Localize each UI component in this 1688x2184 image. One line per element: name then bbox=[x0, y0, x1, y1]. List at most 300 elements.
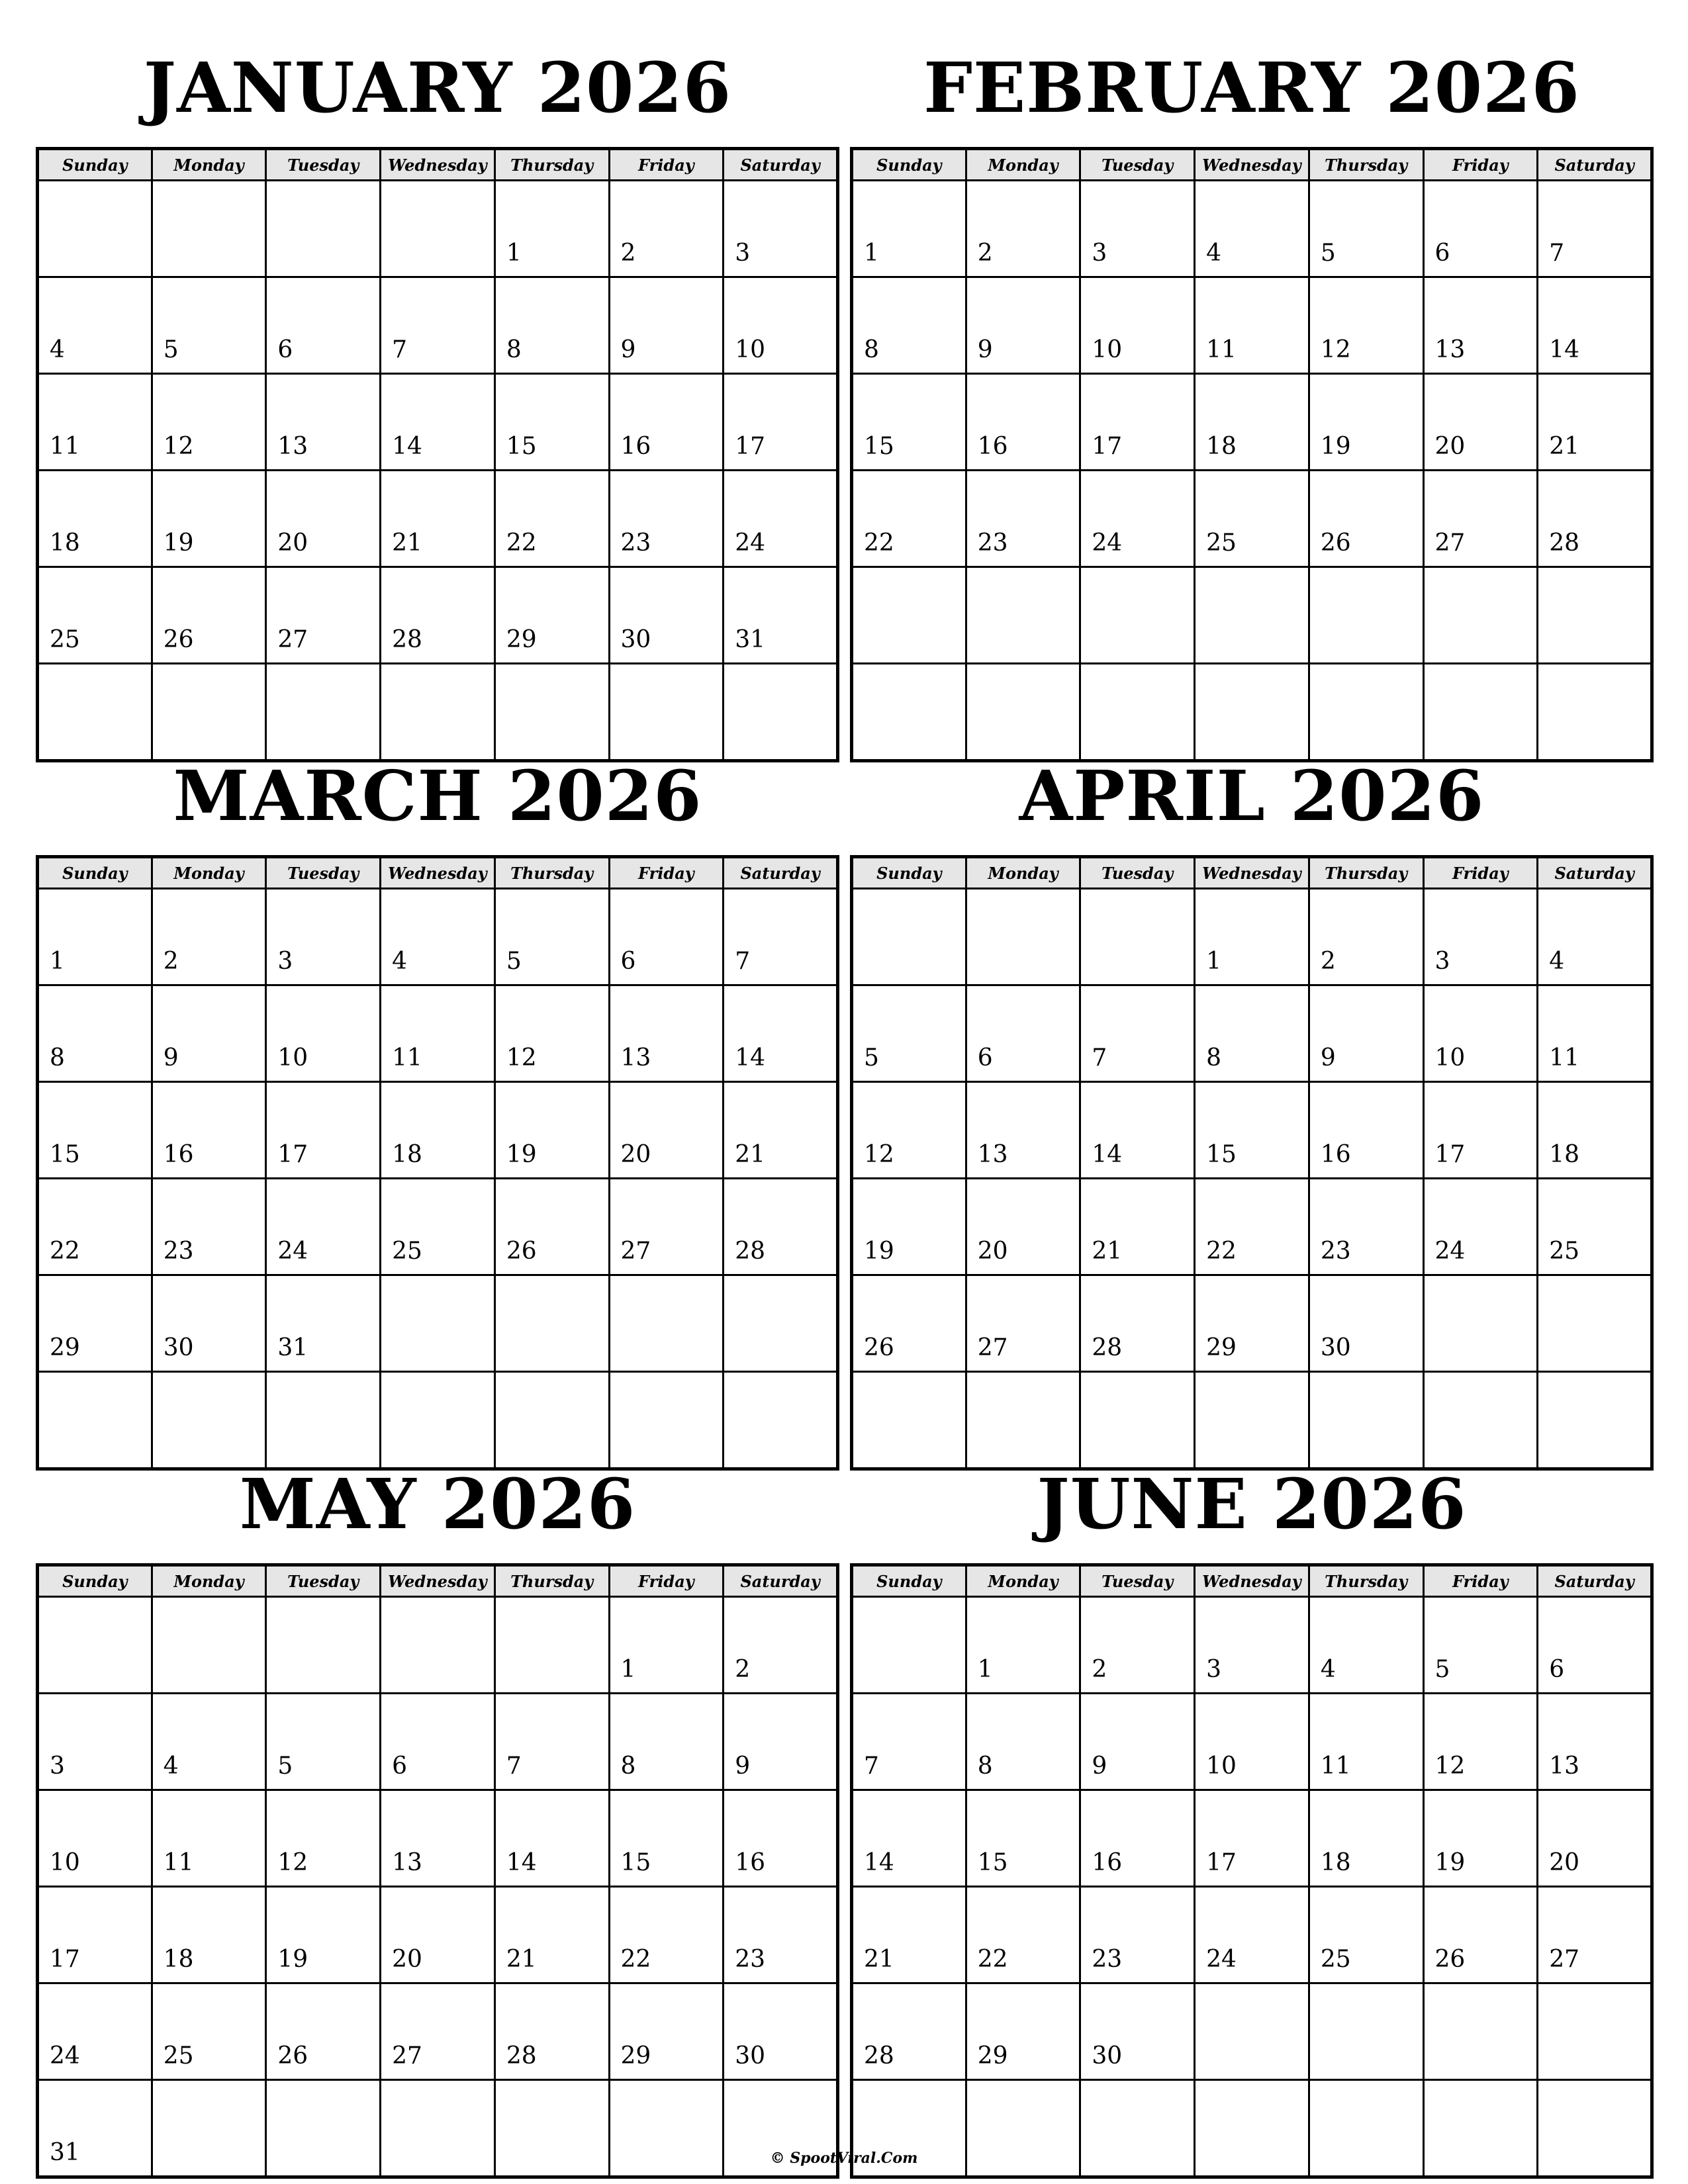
day-cell bbox=[381, 1275, 495, 1372]
day-cell bbox=[494, 374, 609, 471]
day-number: 17 bbox=[1206, 1849, 1237, 1876]
day-number: 18 bbox=[163, 1946, 194, 1973]
weekday-header-wednesday: Wednesday bbox=[381, 1565, 495, 1597]
day-cell bbox=[966, 1983, 1080, 2080]
day-cell bbox=[494, 277, 609, 374]
day-cell bbox=[1195, 985, 1309, 1082]
day-number: 8 bbox=[1206, 1044, 1222, 1071]
day-number: 25 bbox=[50, 626, 80, 653]
day-cell bbox=[1195, 567, 1309, 664]
day-number: 19 bbox=[864, 1238, 894, 1265]
day-number: 13 bbox=[1549, 1752, 1580, 1780]
week-row bbox=[38, 567, 838, 664]
day-cell bbox=[152, 1179, 266, 1275]
day-cell bbox=[266, 181, 381, 277]
weekday-header-sunday: Sunday bbox=[852, 149, 966, 181]
day-number: 27 bbox=[977, 1334, 1008, 1361]
weekday-header-row bbox=[852, 149, 1652, 181]
day-cell bbox=[852, 1790, 966, 1887]
day-cell bbox=[1309, 1275, 1423, 1372]
weekday-header-monday: Monday bbox=[966, 1565, 1080, 1597]
week-row bbox=[38, 1694, 838, 1790]
day-number: 2 bbox=[977, 240, 993, 267]
weekday-header-friday: Friday bbox=[609, 857, 724, 889]
day-cell bbox=[266, 1597, 381, 1694]
week-row bbox=[38, 1082, 838, 1179]
day-number: 22 bbox=[620, 1946, 651, 1973]
weekday-header-row bbox=[38, 857, 838, 889]
day-cell bbox=[852, 985, 966, 1082]
day-number: 10 bbox=[735, 336, 766, 363]
day-cell bbox=[852, 1887, 966, 1983]
day-cell bbox=[1538, 1887, 1652, 1983]
day-number: 24 bbox=[277, 1238, 308, 1265]
month-title: JUNE 2026 bbox=[1037, 1463, 1467, 1545]
day-cell bbox=[1538, 1275, 1652, 1372]
day-number: 15 bbox=[864, 433, 894, 460]
day-number: 11 bbox=[50, 433, 80, 460]
day-number: 12 bbox=[1434, 1752, 1466, 1780]
day-cell bbox=[724, 567, 838, 664]
day-number: 11 bbox=[163, 1849, 194, 1876]
day-cell bbox=[494, 1179, 609, 1275]
day-number: 28 bbox=[1549, 529, 1580, 557]
day-number: 16 bbox=[163, 1141, 194, 1168]
day-cell bbox=[852, 1275, 966, 1372]
day-cell bbox=[966, 889, 1080, 985]
weekday-header-sunday: Sunday bbox=[852, 1565, 966, 1597]
day-number: 14 bbox=[864, 1849, 894, 1876]
day-cell bbox=[1080, 1790, 1195, 1887]
day-cell bbox=[381, 374, 495, 471]
weekday-header-thursday: Thursday bbox=[494, 1565, 609, 1597]
day-cell bbox=[1423, 1790, 1538, 1887]
day-cell bbox=[1423, 567, 1538, 664]
day-cell bbox=[1080, 1179, 1195, 1275]
day-number: 14 bbox=[392, 433, 422, 460]
day-cell bbox=[494, 985, 609, 1082]
day-cell bbox=[966, 374, 1080, 471]
day-cell bbox=[966, 1694, 1080, 1790]
day-number: 14 bbox=[1549, 336, 1580, 363]
day-cell bbox=[1080, 471, 1195, 567]
week-row bbox=[852, 181, 1652, 277]
day-number: 8 bbox=[506, 336, 522, 363]
day-number: 9 bbox=[977, 336, 993, 363]
day-cell bbox=[266, 374, 381, 471]
day-cell bbox=[381, 985, 495, 1082]
day-cell bbox=[38, 1275, 152, 1372]
day-number: 21 bbox=[1549, 433, 1580, 460]
day-number: 28 bbox=[506, 2042, 537, 2070]
day-number: 20 bbox=[620, 1141, 651, 1168]
day-number: 28 bbox=[392, 626, 422, 653]
day-cell bbox=[152, 277, 266, 374]
day-cell bbox=[1538, 1179, 1652, 1275]
week-row bbox=[852, 1983, 1652, 2080]
day-cell bbox=[1080, 1082, 1195, 1179]
day-cell bbox=[266, 1275, 381, 1372]
day-cell bbox=[1538, 889, 1652, 985]
day-number: 31 bbox=[277, 1334, 308, 1361]
day-number: 12 bbox=[163, 433, 194, 460]
week-row bbox=[38, 1887, 838, 1983]
day-number: 17 bbox=[1434, 1141, 1466, 1168]
day-number: 5 bbox=[506, 948, 522, 975]
day-number: 21 bbox=[1092, 1238, 1123, 1265]
day-number: 5 bbox=[277, 1752, 293, 1780]
day-cell bbox=[609, 181, 724, 277]
day-cell bbox=[609, 1082, 724, 1179]
day-number: 22 bbox=[864, 529, 894, 557]
day-number: 31 bbox=[735, 626, 766, 653]
day-cell bbox=[609, 374, 724, 471]
day-cell bbox=[381, 889, 495, 985]
weekday-header-thursday: Thursday bbox=[494, 149, 609, 181]
month-grid bbox=[36, 147, 839, 762]
day-number: 25 bbox=[163, 2042, 194, 2070]
weekday-header-thursday: Thursday bbox=[1309, 149, 1423, 181]
day-number: 23 bbox=[1320, 1238, 1351, 1265]
month-title: MAY 2026 bbox=[239, 1463, 636, 1545]
day-number: 11 bbox=[1206, 336, 1237, 363]
day-number: 16 bbox=[1092, 1849, 1123, 1876]
day-number: 19 bbox=[1320, 433, 1351, 460]
day-number: 4 bbox=[163, 1752, 179, 1780]
day-number: 28 bbox=[735, 1238, 766, 1265]
day-number: 4 bbox=[1320, 1656, 1336, 1683]
day-number: 3 bbox=[277, 948, 293, 975]
day-number: 26 bbox=[506, 1238, 537, 1265]
day-number: 24 bbox=[1092, 529, 1123, 557]
day-number: 26 bbox=[277, 2042, 308, 2070]
day-cell bbox=[1423, 1082, 1538, 1179]
day-number: 21 bbox=[735, 1141, 766, 1168]
weekday-header-monday: Monday bbox=[152, 149, 266, 181]
day-cell bbox=[966, 1275, 1080, 1372]
day-cell bbox=[494, 889, 609, 985]
day-number: 26 bbox=[864, 1334, 894, 1361]
day-number: 10 bbox=[277, 1044, 308, 1071]
day-number: 8 bbox=[620, 1752, 636, 1780]
day-cell bbox=[966, 1790, 1080, 1887]
day-number: 20 bbox=[1549, 1849, 1580, 1876]
day-number: 1 bbox=[620, 1656, 636, 1683]
day-number: 17 bbox=[1092, 433, 1123, 460]
day-cell bbox=[966, 985, 1080, 1082]
day-cell bbox=[966, 1082, 1080, 1179]
month-grid bbox=[850, 147, 1654, 762]
day-cell bbox=[724, 277, 838, 374]
week-row bbox=[852, 1082, 1652, 1179]
week-row bbox=[38, 1275, 838, 1372]
day-number: 24 bbox=[50, 2042, 80, 2070]
day-number: 6 bbox=[392, 1752, 408, 1780]
day-cell bbox=[609, 1275, 724, 1372]
day-cell bbox=[1538, 1082, 1652, 1179]
day-number: 8 bbox=[864, 336, 879, 363]
day-number: 25 bbox=[392, 1238, 422, 1265]
day-cell bbox=[38, 1790, 152, 1887]
day-cell bbox=[1538, 985, 1652, 1082]
day-cell bbox=[152, 1275, 266, 1372]
week-row bbox=[38, 985, 838, 1082]
day-number: 29 bbox=[506, 626, 537, 653]
day-number: 6 bbox=[620, 948, 636, 975]
day-cell bbox=[852, 471, 966, 567]
day-number: 13 bbox=[977, 1141, 1008, 1168]
day-number: 13 bbox=[392, 1849, 422, 1876]
day-cell bbox=[966, 1887, 1080, 1983]
month-grid bbox=[850, 1563, 1654, 2179]
month-title: APRIL 2026 bbox=[1019, 755, 1485, 837]
day-number: 8 bbox=[977, 1752, 993, 1780]
weekday-header-tuesday: Tuesday bbox=[1080, 1565, 1195, 1597]
day-number: 27 bbox=[620, 1238, 651, 1265]
day-cell bbox=[266, 1179, 381, 1275]
day-number: 5 bbox=[864, 1044, 879, 1071]
weekday-header-saturday: Saturday bbox=[1538, 1565, 1652, 1597]
day-number: 9 bbox=[1092, 1752, 1107, 1780]
month-calendar-january bbox=[36, 29, 839, 762]
week-row bbox=[852, 1597, 1652, 1694]
day-cell bbox=[1309, 1179, 1423, 1275]
day-number: 24 bbox=[1206, 1946, 1237, 1973]
day-cell bbox=[1423, 1597, 1538, 1694]
day-number: 4 bbox=[50, 336, 65, 363]
day-cell bbox=[609, 471, 724, 567]
weekday-header-thursday: Thursday bbox=[1309, 857, 1423, 889]
weekday-header-friday: Friday bbox=[609, 149, 724, 181]
day-number: 18 bbox=[1206, 433, 1237, 460]
day-cell bbox=[1423, 277, 1538, 374]
month-calendar-april bbox=[850, 737, 1654, 1471]
month-title: JANUARY 2026 bbox=[143, 47, 732, 128]
day-cell bbox=[152, 985, 266, 1082]
day-cell bbox=[609, 985, 724, 1082]
day-cell bbox=[1195, 471, 1309, 567]
day-cell bbox=[494, 471, 609, 567]
month-title: MARCH 2026 bbox=[173, 755, 702, 837]
day-number: 9 bbox=[1320, 1044, 1336, 1071]
day-number: 1 bbox=[50, 948, 65, 975]
day-number: 3 bbox=[1092, 240, 1107, 267]
day-number: 7 bbox=[506, 1752, 522, 1780]
day-number: 20 bbox=[1434, 433, 1466, 460]
day-cell bbox=[724, 1597, 838, 1694]
day-cell bbox=[381, 277, 495, 374]
day-cell bbox=[494, 1790, 609, 1887]
day-cell bbox=[494, 1887, 609, 1983]
day-number: 12 bbox=[506, 1044, 537, 1071]
day-cell bbox=[152, 889, 266, 985]
day-number: 9 bbox=[620, 336, 636, 363]
week-row bbox=[852, 1694, 1652, 1790]
day-cell bbox=[724, 181, 838, 277]
day-cell bbox=[1309, 1983, 1423, 2080]
day-cell bbox=[724, 374, 838, 471]
month-calendar-february bbox=[850, 29, 1654, 762]
footer-credit: © SpootViral.Com bbox=[770, 2150, 918, 2167]
day-number: 17 bbox=[50, 1946, 80, 1973]
day-cell bbox=[966, 471, 1080, 567]
weekday-header-sunday: Sunday bbox=[38, 149, 152, 181]
day-cell bbox=[724, 1983, 838, 2080]
week-row bbox=[852, 985, 1652, 1082]
day-cell bbox=[152, 374, 266, 471]
month-calendar-march bbox=[36, 737, 839, 1471]
day-number: 18 bbox=[392, 1141, 422, 1168]
day-cell bbox=[152, 1983, 266, 2080]
day-cell bbox=[1538, 567, 1652, 664]
day-cell bbox=[38, 277, 152, 374]
day-number: 9 bbox=[163, 1044, 179, 1071]
day-number: 22 bbox=[50, 1238, 80, 1265]
week-row bbox=[852, 1179, 1652, 1275]
week-row bbox=[852, 889, 1652, 985]
day-number: 23 bbox=[1092, 1946, 1123, 1973]
day-number: 5 bbox=[1320, 240, 1336, 267]
day-cell bbox=[1423, 1887, 1538, 1983]
weekday-header-saturday: Saturday bbox=[724, 149, 838, 181]
day-cell bbox=[1080, 1275, 1195, 1372]
day-cell bbox=[381, 1179, 495, 1275]
day-cell bbox=[266, 567, 381, 664]
day-cell bbox=[724, 1790, 838, 1887]
day-number: 12 bbox=[864, 1141, 894, 1168]
week-row bbox=[852, 1887, 1652, 1983]
day-number: 1 bbox=[977, 1656, 993, 1683]
week-row bbox=[852, 277, 1652, 374]
day-cell bbox=[1309, 1694, 1423, 1790]
day-number: 19 bbox=[277, 1946, 308, 1973]
week-row bbox=[38, 1179, 838, 1275]
day-cell bbox=[609, 1597, 724, 1694]
day-number: 12 bbox=[277, 1849, 308, 1876]
day-cell bbox=[609, 1887, 724, 1983]
day-cell bbox=[38, 1694, 152, 1790]
day-number: 19 bbox=[1434, 1849, 1466, 1876]
day-cell bbox=[609, 1983, 724, 2080]
day-cell bbox=[724, 1887, 838, 1983]
day-cell bbox=[1195, 181, 1309, 277]
day-number: 16 bbox=[620, 433, 651, 460]
day-number: 14 bbox=[506, 1849, 537, 1876]
day-cell bbox=[1423, 374, 1538, 471]
day-cell bbox=[38, 889, 152, 985]
week-row bbox=[38, 471, 838, 567]
week-row bbox=[852, 471, 1652, 567]
weekday-header-wednesday: Wednesday bbox=[1195, 149, 1309, 181]
day-cell bbox=[1309, 567, 1423, 664]
day-cell bbox=[609, 567, 724, 664]
day-number: 22 bbox=[977, 1946, 1008, 1973]
day-number: 27 bbox=[277, 626, 308, 653]
day-cell bbox=[966, 277, 1080, 374]
day-number: 26 bbox=[1320, 529, 1351, 557]
day-cell bbox=[1195, 1694, 1309, 1790]
day-cell bbox=[38, 1179, 152, 1275]
day-cell bbox=[852, 1983, 966, 2080]
day-cell bbox=[38, 1983, 152, 2080]
day-cell bbox=[381, 1082, 495, 1179]
day-cell bbox=[1195, 1275, 1309, 1372]
weekday-header-tuesday: Tuesday bbox=[1080, 149, 1195, 181]
day-cell bbox=[1195, 1790, 1309, 1887]
day-cell bbox=[1538, 1983, 1652, 2080]
day-number: 10 bbox=[50, 1849, 80, 1876]
day-cell bbox=[1309, 1887, 1423, 1983]
week-row bbox=[38, 277, 838, 374]
day-cell bbox=[852, 374, 966, 471]
day-cell bbox=[38, 985, 152, 1082]
day-cell bbox=[1080, 181, 1195, 277]
day-number: 30 bbox=[1320, 1334, 1351, 1361]
day-number: 2 bbox=[1092, 1656, 1107, 1683]
day-number: 15 bbox=[1206, 1141, 1237, 1168]
day-number: 30 bbox=[620, 626, 651, 653]
day-number: 28 bbox=[864, 2042, 894, 2070]
weekday-header-row bbox=[852, 1565, 1652, 1597]
day-number: 13 bbox=[277, 433, 308, 460]
day-number: 13 bbox=[1434, 336, 1466, 363]
weekday-header-row bbox=[38, 149, 838, 181]
day-cell bbox=[38, 1597, 152, 1694]
day-number: 16 bbox=[1320, 1141, 1351, 1168]
day-cell bbox=[38, 471, 152, 567]
weekday-header-monday: Monday bbox=[152, 1565, 266, 1597]
day-number: 30 bbox=[1092, 2042, 1123, 2070]
day-number: 10 bbox=[1206, 1752, 1237, 1780]
day-cell bbox=[1080, 1694, 1195, 1790]
day-number: 6 bbox=[1549, 1656, 1565, 1683]
day-number: 16 bbox=[977, 433, 1008, 460]
day-cell bbox=[38, 567, 152, 664]
weekday-header-thursday: Thursday bbox=[1309, 1565, 1423, 1597]
day-number: 7 bbox=[1092, 1044, 1107, 1071]
weekday-header-thursday: Thursday bbox=[494, 857, 609, 889]
day-cell bbox=[1309, 889, 1423, 985]
day-cell bbox=[38, 181, 152, 277]
day-cell bbox=[1538, 471, 1652, 567]
weekday-header-monday: Monday bbox=[966, 149, 1080, 181]
day-cell bbox=[266, 1694, 381, 1790]
day-cell bbox=[152, 1790, 266, 1887]
day-number: 1 bbox=[864, 240, 879, 267]
day-number: 2 bbox=[163, 948, 179, 975]
day-number: 22 bbox=[506, 529, 537, 557]
day-number: 2 bbox=[620, 240, 636, 267]
day-cell bbox=[609, 1790, 724, 1887]
day-cell bbox=[724, 1179, 838, 1275]
day-cell bbox=[852, 1694, 966, 1790]
day-cell bbox=[38, 1887, 152, 1983]
day-number: 29 bbox=[1206, 1334, 1237, 1361]
day-cell bbox=[381, 1694, 495, 1790]
day-cell bbox=[724, 471, 838, 567]
day-cell bbox=[1195, 1983, 1309, 2080]
day-cell bbox=[1309, 374, 1423, 471]
day-number: 18 bbox=[1320, 1849, 1351, 1876]
day-cell bbox=[1309, 1082, 1423, 1179]
weekday-header-wednesday: Wednesday bbox=[381, 857, 495, 889]
day-number: 27 bbox=[1434, 529, 1466, 557]
day-cell bbox=[1423, 985, 1538, 1082]
day-number: 23 bbox=[977, 529, 1008, 557]
day-number: 30 bbox=[163, 1334, 194, 1361]
day-number: 7 bbox=[392, 336, 408, 363]
day-cell bbox=[381, 1597, 495, 1694]
